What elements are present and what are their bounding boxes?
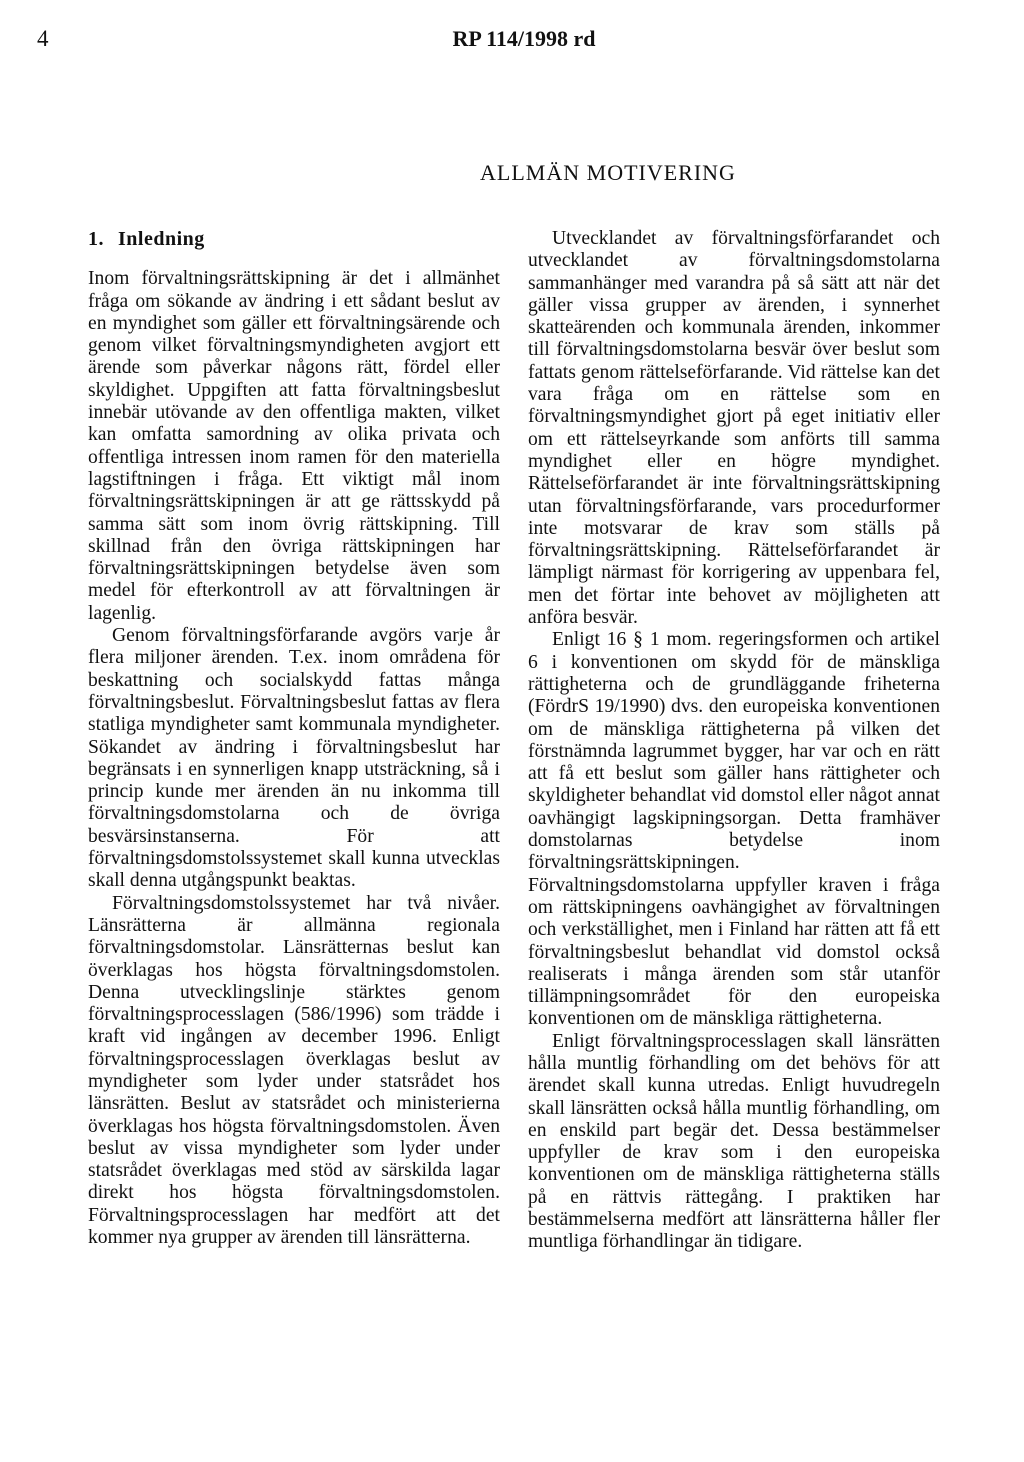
paragraph: Utvecklandet av förvaltningsförfarandet och utvecklandet av förvaltningsdomstolarna sammanhänger med varandra på så sätt att när det gäller vissa grupper av ärenden, i synnerhet skatteärenden och kommunala ärenden, inkommer till förvaltningsdomstolarna besvär över beslut som fattats genom rättelseförfarande. Vid rättelse kan det vara fråga om en rättelse som en förvaltningsmyndighet gjort på eget initiativ eller om ett rättelseyrkande som anförts till samma myndighet eller en högre myndighet. Rättelseförfarandet är inte förvaltningsrättskipning utan förvaltningsförfarande, vars procedurformer inte motsvarar de krav som ställs på förvaltningsrättskipning. Rättelseförfarandet är lämpligt närmast för korrigering av uppenbara fel, men det förtar inte behovet av möjligheten att anföra besvär. xyxy=(528,228,940,629)
right-column xyxy=(528,228,940,1254)
paragraph: Enligt 16 § 1 mom. regeringsformen och artikel 6 i konventionen om skydd för de mänskliga rättigheterna och de grundläggande friheterna (FördrS 19/1990) dvs. den europeiska konventionen om de mänskliga rättigheterna på vilken det förstnämnda lagrummet bygger, har var och en rätt att få ett beslut som gäller hans rättigheter och skyldigheter behandlat vid domstol eller något annat oavhängigt lagskipningsorgan. Detta framhäver domstolarnas betydelse inom förvaltningsrättskipningen. Förvaltningsdomstolarna uppfyller kraven i fråga om rättskipningens oavhängighet av förvaltningen och verkställighet, men i Finland har rätten att få ett förvaltningsbeslut behandlat vid domstol också realiserats i många ärenden som står utanför tillämpningsområdet för den europeiska konventionen om de mänskliga rättigheterna. xyxy=(528,629,940,1030)
document-id-text: RP 114/1998 rd xyxy=(452,26,596,51)
document-id xyxy=(0,26,1024,52)
paragraph: Enligt förvaltningsprocesslagen skall länsrätten hålla muntlig förhandling om det behövs för att ärendet skall kunna utredas. Enligt huvudregeln skall länsrätten också hålla muntlig förhandling, om en enskild part begär det. Dessa bestämmelser uppfyller de krav som i den europeiska konventionen om de mänskliga rättigheterna ställs på en rättvis rättegång. I praktiken har bestämmelserna medfört att länsrätterna håller fler muntliga förhandlingar än tidigare. xyxy=(528,1030,940,1253)
paragraph: Förvaltningsdomstolssystemet har två nivåer. Länsrätterna är allmänna regionala förvaltningsdomstolar. Länsrätternas beslut kan överklagas hos högsta förvaltningsdomstolen. Denna utvecklingslinje stärktes genom förvaltningsprocesslagen (586/1996) som trädde i kraft vid ingången av december 1996. Enligt förvaltningsprocesslagen överklagas beslut av myndigheter som lyder under statsrådet hos länsrätten. Beslut av statsrådet och ministerierna överklagas hos högsta förvaltningsdomstolen. Även beslut av vissa myndigheter som lyder under statsrådet överklagas med stöd av särskilda lagar direkt hos högsta förvaltningsdomstolen. Förvaltningsprocesslagen har medfört att det kommer nya grupper av ärenden till länsrätterna. xyxy=(88,892,500,1249)
page-number: 4 xyxy=(37,26,49,51)
paragraph: Inom förvaltningsrättskipning är det i allmänhet fråga om sökande av ändring i ett sådant beslut av en myndighet som gäller ett förvaltningsärende och genom vilket förvaltningsmyndigheten avgjort ett ärende som påverkar någons rätt, fördel eller skyldighet. Uppgiften att fatta förvaltningsbeslut innebär utövande av den offentliga makten, vilket kan omfatta samordning av olika privata och offentliga intressen inom ramen för den materiella lagstiftningen i fråga. Ett viktigt mål inom förvaltningsrättskipningen är att ge rättsskydd på samma sätt som inom övrig rättskipning. Till skillnad från den övriga rättskipningen har förvaltningsrättskipningen betydelse även som medel för efterkontroll av att förvaltningen är lagenlig. xyxy=(88,268,500,624)
heading-label: Inledning xyxy=(118,228,205,250)
left-column xyxy=(88,228,500,1249)
section-heading xyxy=(88,228,500,250)
section-title: ALLMÄN MOTIVERING xyxy=(480,160,736,185)
heading-number: 1. xyxy=(88,228,104,250)
paragraph: Genom förvaltningsförfarande avgörs varje år flera miljoner ärenden. T.ex. inom områdena för beskattning och socialskydd fattas många förvaltningsbeslut. Förvaltningsbeslut fattas av flera statliga myndigheter samt kommunala myndigheter. Sökandet av ändring i förvaltningsbeslut har begränsats i en synnerligen knapp utsträckning, så i princip kunde mer ärenden än nu inkomma till förvaltningsdomstolarna och de övriga besvärsinstanserna. För att förvaltningsdomstolssystemet skall kunna utvecklas skall denna utgångspunkt beaktas. xyxy=(88,625,500,892)
